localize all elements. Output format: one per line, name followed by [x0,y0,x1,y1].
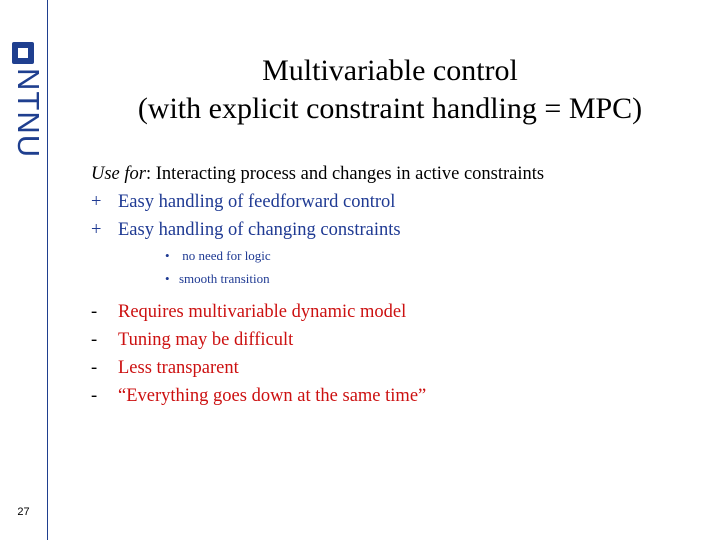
use-for-label: Use for [91,164,146,184]
plus-marker: + [91,220,102,240]
minus-marker: - [91,302,98,322]
pro-item [91,188,701,216]
minus-marker: - [91,330,98,350]
con-text: Tuning may be difficult [118,330,294,350]
con-item [91,382,701,410]
pro-text: Easy handling of feedforward control [118,192,396,212]
sub-bullet-text: no need for logic [179,248,271,263]
plus-marker: + [91,192,102,212]
title-line-2: (with explicit constraint handling = MPC) [137,92,643,125]
con-item [91,326,701,354]
title-line-1: Multivariable control [262,54,518,87]
con-text: Requires multivariable dynamic model [118,302,407,322]
sub-bullet-item [165,267,701,290]
sub-bullet-text: smooth transition [179,271,270,286]
slide-body [91,160,701,410]
sidebar [0,0,48,540]
slide-title [100,52,680,128]
use-for-text: : Interacting process and changes in active constraints [146,164,545,184]
use-for-line [91,160,701,188]
ntnu-logo-icon [12,42,34,64]
ntnu-logo-text: NTNU [11,68,46,159]
bullet-icon: • [165,248,170,263]
con-item [91,354,701,382]
page-number: 27 [17,506,30,518]
pro-item [91,216,701,244]
minus-marker: - [91,358,98,378]
pro-text: Easy handling of changing constraints [118,220,401,240]
minus-marker: - [91,386,98,406]
bullet-icon: • [165,271,170,286]
sub-bullet-item [165,244,701,267]
con-item [91,298,701,326]
con-text: Less transparent [118,358,239,378]
con-text: “Everything goes down at the same time” [118,386,427,406]
